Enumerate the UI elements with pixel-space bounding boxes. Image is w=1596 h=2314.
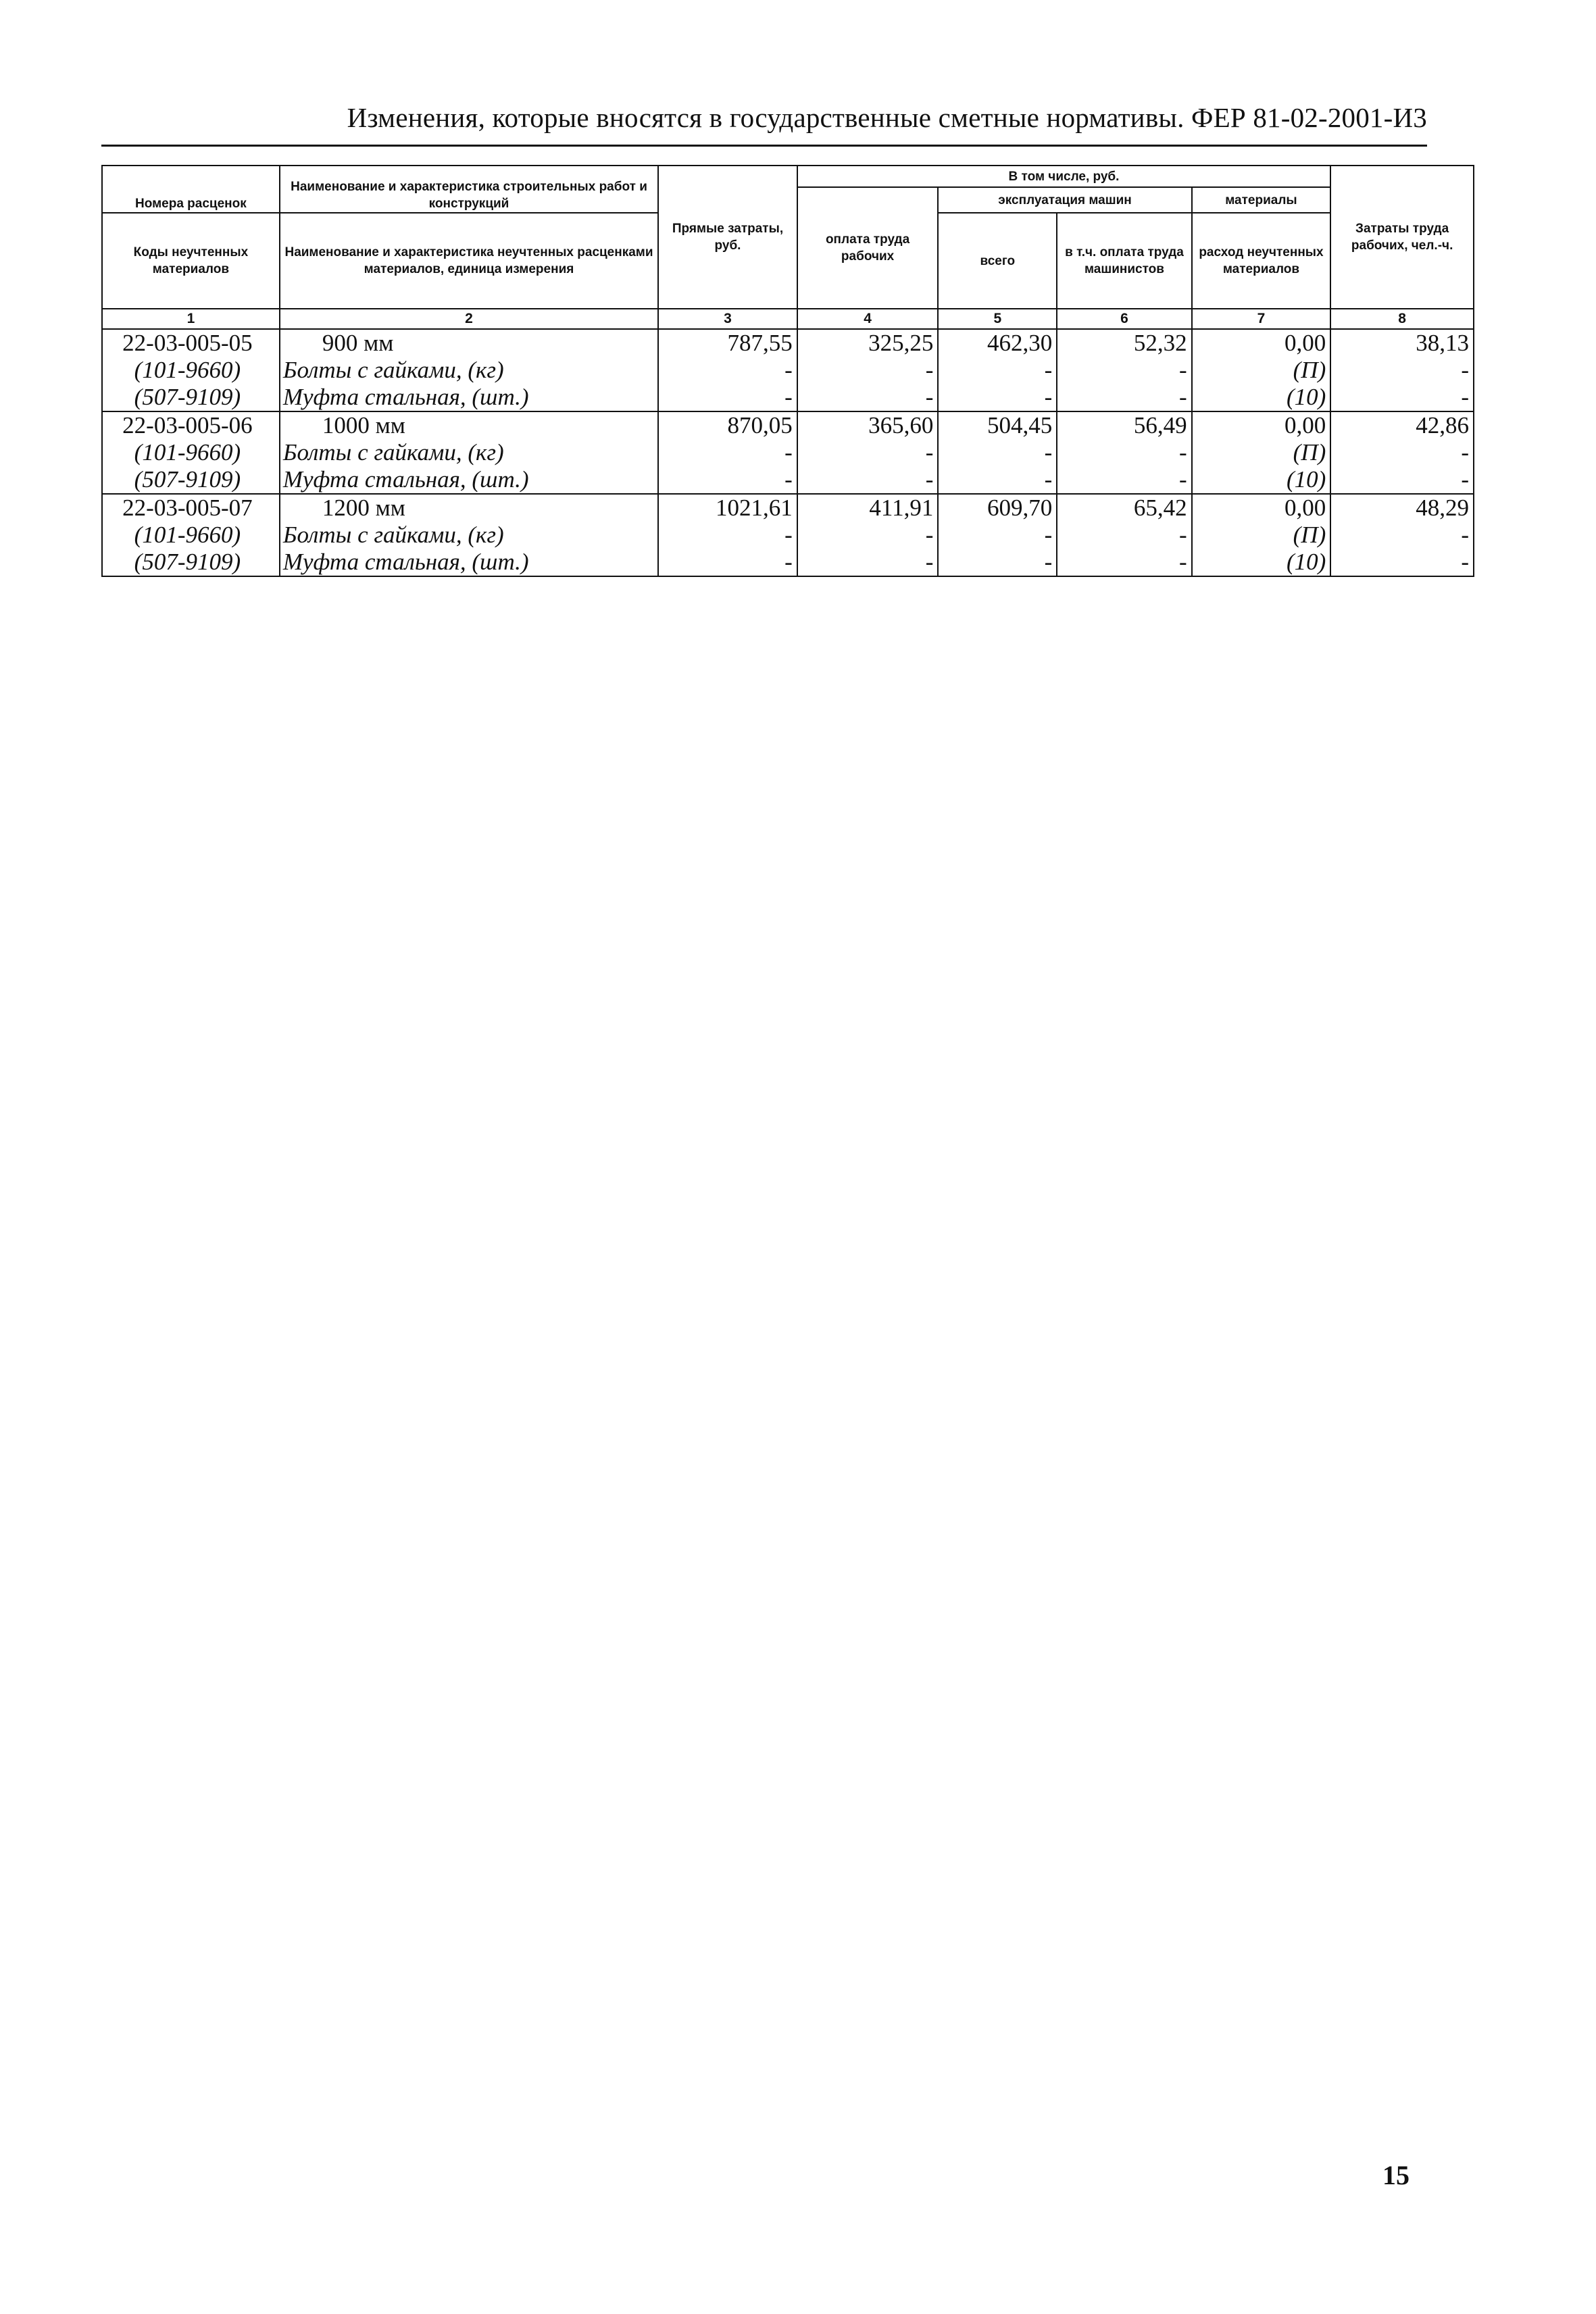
machines-total-value: 462,30 (938, 329, 1057, 357)
direct-costs-value: - (658, 384, 797, 411)
header-materials-group: материалы (1192, 187, 1331, 213)
machinist-wages-value: - (1057, 439, 1191, 466)
wages-value: 365,60 (797, 411, 939, 439)
table-row (102, 357, 1474, 384)
header-work-name: Наименование и характеристика строительных работ и конструкций (280, 166, 658, 213)
machinist-wages-value: 52,32 (1057, 329, 1191, 357)
rate-code: 22-03-005-07 (102, 494, 280, 522)
machinist-wages-value: - (1057, 549, 1191, 576)
header-machinist-wages: в т.ч. оплата труда машинистов (1057, 213, 1191, 309)
wages-value: 411,91 (797, 494, 939, 522)
material-name: Болты с гайками, (кг) (280, 357, 658, 384)
header-divider (101, 145, 1427, 147)
page-number: 15 (1382, 2160, 1410, 2190)
machinist-wages-value: 56,49 (1057, 411, 1191, 439)
labor-value: - (1330, 439, 1474, 466)
direct-costs-value: - (658, 522, 797, 549)
column-number: 8 (1330, 309, 1474, 329)
direct-costs-value: 787,55 (658, 329, 797, 357)
direct-costs-value: - (658, 466, 797, 494)
wages-value: - (797, 357, 939, 384)
column-number: 7 (1192, 309, 1331, 329)
machinist-wages-value: 65,42 (1057, 494, 1191, 522)
machinist-wages-value: - (1057, 357, 1191, 384)
material-code: (507-9109) (102, 549, 280, 576)
material-code: (101-9660) (102, 522, 280, 549)
table-row (102, 466, 1474, 494)
direct-costs-value: - (658, 549, 797, 576)
labor-value: 48,29 (1330, 494, 1474, 522)
materials-value: (П) (1192, 522, 1331, 549)
materials-value: (10) (1192, 466, 1331, 494)
material-name: Болты с гайками, (кг) (280, 522, 658, 549)
direct-costs-value: 1021,61 (658, 494, 797, 522)
machines-total-value: 609,70 (938, 494, 1057, 522)
machines-total-value: - (938, 466, 1057, 494)
work-name: 900 мм (280, 329, 658, 357)
material-name: Болты с гайками, (кг) (280, 439, 658, 466)
labor-value: - (1330, 384, 1474, 411)
materials-value: 0,00 (1192, 494, 1331, 522)
machines-total-value: - (938, 549, 1057, 576)
header-labor-costs: Затраты труда рабочих, чел.-ч. (1330, 166, 1474, 309)
machinist-wages-value: - (1057, 466, 1191, 494)
wages-value: - (797, 549, 939, 576)
header-rate-numbers: Номера расценок (102, 166, 280, 213)
header-material-codes: Коды неучтенных материалов (102, 213, 280, 309)
rates-table (101, 165, 1474, 577)
table-row (102, 411, 1474, 439)
direct-costs-value: - (658, 439, 797, 466)
labor-value: - (1330, 522, 1474, 549)
wages-value: - (797, 466, 939, 494)
header-including-group: В том числе, руб. (797, 166, 1330, 187)
table-row (102, 384, 1474, 411)
table-row (102, 329, 1474, 357)
labor-value: - (1330, 549, 1474, 576)
machinist-wages-value: - (1057, 522, 1191, 549)
machines-total-value: - (938, 439, 1057, 466)
machinist-wages-value: - (1057, 384, 1191, 411)
header-direct-costs: Прямые затраты, руб. (658, 166, 797, 309)
header-worker-wages: оплата труда рабочих (797, 187, 939, 309)
materials-value: (П) (1192, 357, 1331, 384)
column-number-row (102, 309, 1474, 329)
header-material-name: Наименование и характеристика неучтенных расценками материалов, единица измерения (280, 213, 658, 309)
column-number: 2 (280, 309, 658, 329)
column-number: 4 (797, 309, 939, 329)
column-number: 6 (1057, 309, 1191, 329)
material-name: Муфта стальная, (шт.) (280, 466, 658, 494)
wages-value: - (797, 522, 939, 549)
header-machines-group: эксплуатация машин (938, 187, 1191, 213)
machines-total-value: 504,45 (938, 411, 1057, 439)
page-header-title: Изменения, которые вносятся в государственные сметные нормативы. ФЕР 81-02-2001-И3 (347, 102, 1427, 133)
material-code: (101-9660) (102, 439, 280, 466)
work-name: 1200 мм (280, 494, 658, 522)
wages-value: - (797, 384, 939, 411)
direct-costs-value: 870,05 (658, 411, 797, 439)
wages-value: - (797, 439, 939, 466)
machines-total-value: - (938, 522, 1057, 549)
materials-value: (10) (1192, 384, 1331, 411)
material-code: (507-9109) (102, 384, 280, 411)
column-number: 5 (938, 309, 1057, 329)
labor-value: 38,13 (1330, 329, 1474, 357)
material-code: (507-9109) (102, 466, 280, 494)
machines-total-value: - (938, 357, 1057, 384)
header-machines-total: всего (938, 213, 1057, 309)
table-row (102, 494, 1474, 522)
table-row (102, 439, 1474, 466)
materials-value: (10) (1192, 549, 1331, 576)
header-material-consumption: расход неучтенных материалов (1192, 213, 1331, 309)
labor-value: - (1330, 466, 1474, 494)
rate-code: 22-03-005-06 (102, 411, 280, 439)
table-row (102, 549, 1474, 576)
wages-value: 325,25 (797, 329, 939, 357)
materials-value: (П) (1192, 439, 1331, 466)
column-number: 3 (658, 309, 797, 329)
labor-value: 42,86 (1330, 411, 1474, 439)
machines-total-value: - (938, 384, 1057, 411)
material-name: Муфта стальная, (шт.) (280, 549, 658, 576)
column-number: 1 (102, 309, 280, 329)
rate-code: 22-03-005-05 (102, 329, 280, 357)
material-code: (101-9660) (102, 357, 280, 384)
materials-value: 0,00 (1192, 411, 1331, 439)
material-name: Муфта стальная, (шт.) (280, 384, 658, 411)
labor-value: - (1330, 357, 1474, 384)
table-row (102, 522, 1474, 549)
work-name: 1000 мм (280, 411, 658, 439)
materials-value: 0,00 (1192, 329, 1331, 357)
direct-costs-value: - (658, 357, 797, 384)
